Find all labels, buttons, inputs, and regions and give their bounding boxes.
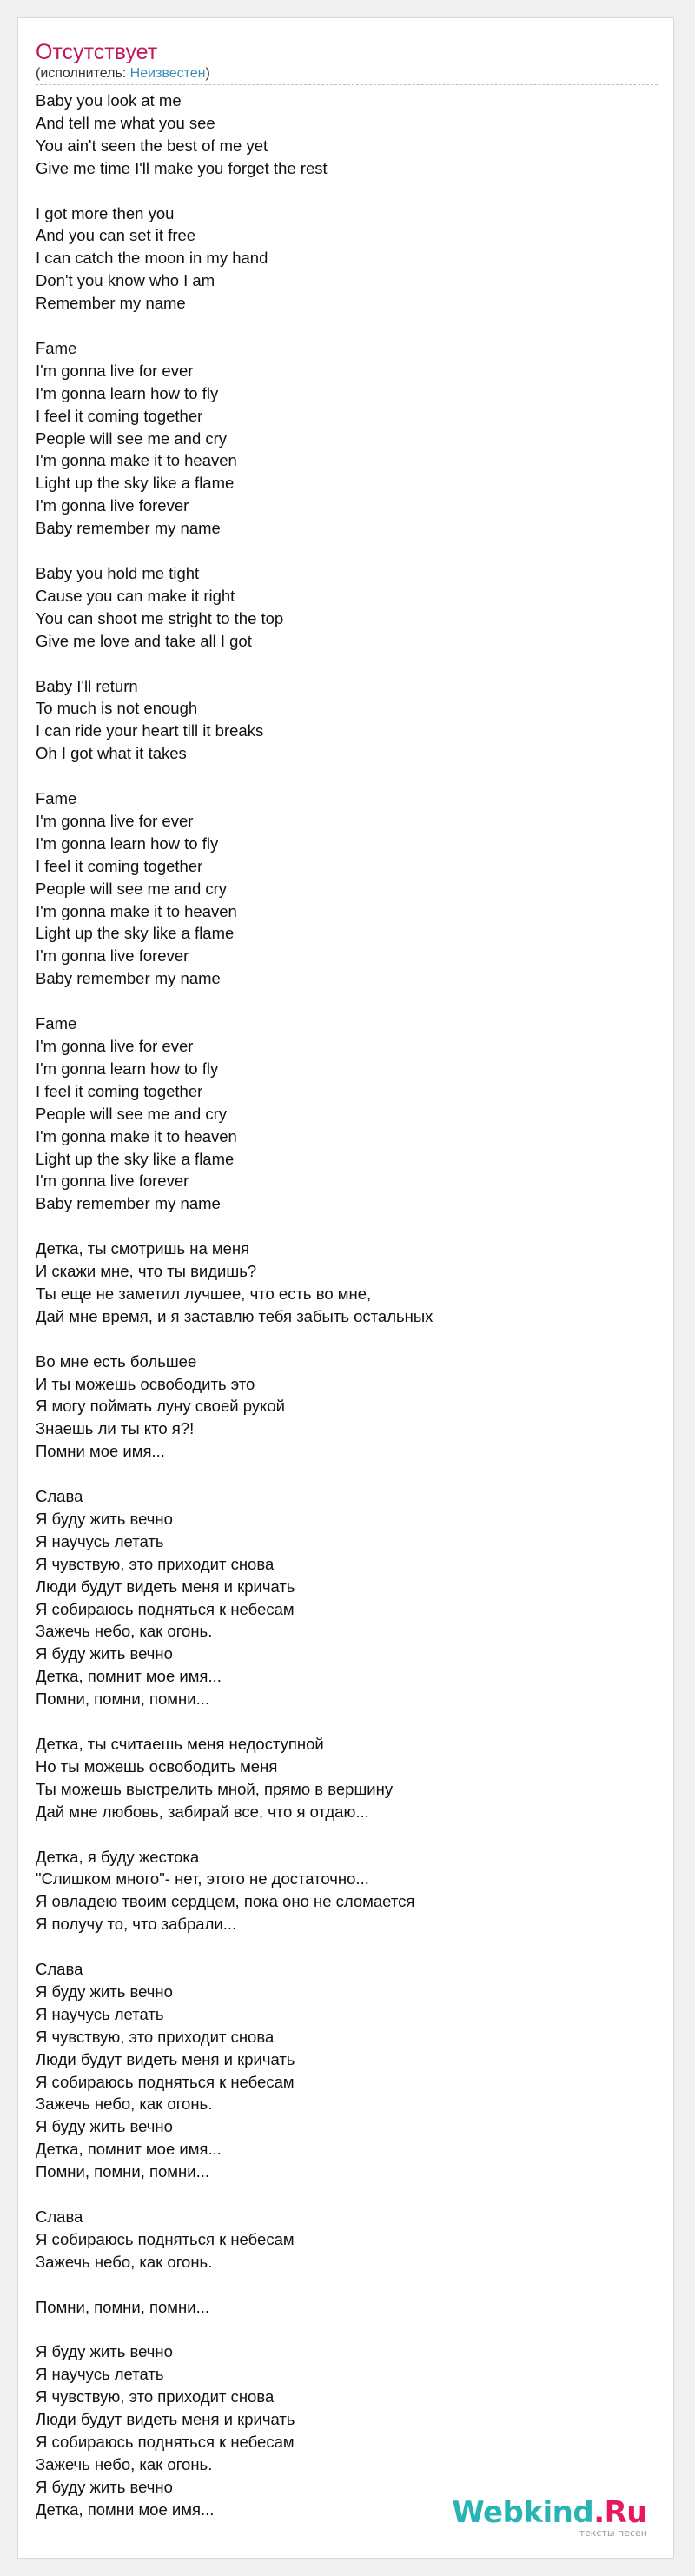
lyric-line: I'm gonna learn how to fly	[36, 383, 219, 402]
lyric-blank-line	[36, 1823, 658, 1846]
lyric-line: И ты можешь освободить это	[36, 1374, 255, 1393]
lyric-line: I can catch the moon in my hand	[36, 249, 268, 268]
lyric-line: Зажечь небо, как огонь.	[36, 2454, 213, 2473]
lyric-line: Baby remember my name	[36, 519, 221, 538]
lyric-line: Я чувствую, это приходит снова	[36, 1554, 275, 1573]
lyric-line: Помни, помни, помни...	[36, 2162, 209, 2181]
lyric-line: Слава	[36, 1487, 83, 1506]
lyric-line: Fame	[36, 789, 77, 808]
lyric-line: Я чувствую, это приходит снова	[36, 2387, 275, 2407]
lyric-blank-line	[36, 1463, 658, 1485]
lyric-line: Baby I'll return	[36, 676, 138, 695]
lyric-line: "Слишком много"- нет, этого не достаточно...	[36, 1869, 369, 1889]
lyric-line: And tell me what you see	[36, 113, 215, 132]
lyric-line: I feel it coming together	[36, 406, 203, 425]
lyric-line: Я буду жить вечно	[36, 1509, 173, 1528]
lyric-blank-line	[36, 540, 658, 562]
lyric-line: Знаешь ли ты кто я?!	[36, 1419, 195, 1438]
lyric-blank-line	[36, 315, 658, 337]
lyric-line: Я собираюсь подняться к небесам	[36, 2229, 295, 2248]
lyric-line: Я научусь летать	[36, 2365, 164, 2384]
lyrics-text	[36, 90, 658, 2521]
lyric-line: Во мне есть большее	[36, 1351, 197, 1371]
lyric-line: Oh I got what it takes	[36, 744, 187, 763]
lyric-line: I'm gonna live for ever	[36, 1036, 194, 1055]
lyric-line: People will see me and cry	[36, 1104, 228, 1123]
artist-suffix: )	[205, 66, 210, 81]
lyric-line: I'm gonna live for ever	[36, 361, 194, 380]
song-title: Отсутствует	[36, 40, 158, 64]
lyric-line: Light up the sky like a flame	[36, 1149, 235, 1168]
lyric-line: Ты можешь выстрелить мной, прямо в вершину	[36, 1779, 394, 1798]
lyric-line: I feel it coming together	[36, 1081, 203, 1100]
logo-wordmark	[452, 2497, 647, 2528]
lyric-line: Я буду жить вечно	[36, 2117, 173, 2136]
lyric-line: Cause you can make it right	[36, 586, 235, 605]
lyric-line: Я буду жить вечно	[36, 1982, 173, 2001]
lyric-line: Я овладею твоим сердцем, пока оно не сломается	[36, 1892, 415, 1911]
lyric-line: Слава	[36, 2207, 83, 2226]
lyric-line: Помни, помни, помни...	[36, 1690, 209, 1709]
lyric-line: Remember my name	[36, 294, 186, 313]
lyric-blank-line	[36, 653, 658, 675]
lyric-line: Я буду жить вечно	[36, 2477, 173, 2496]
lyric-line: Fame	[36, 1014, 77, 1033]
lyric-blank-line	[36, 1215, 658, 1238]
lyric-line: Я буду жить вечно	[36, 2342, 173, 2361]
lyric-line: Детка, ты считаешь меня недоступной	[36, 1735, 324, 1753]
lyric-line: People will see me and cry	[36, 428, 228, 448]
lyric-line: Я научусь летать	[36, 1531, 164, 1550]
lyric-blank-line	[36, 1935, 658, 1958]
lyric-line: I'm gonna make it to heaven	[36, 1126, 237, 1145]
lyric-line: Я собираюсь подняться к небесам	[36, 2433, 295, 2452]
logo-tld: .Ru	[593, 2495, 647, 2530]
lyric-line: Я буду жить вечно	[36, 1644, 173, 1663]
lyric-line: Зажечь небо, как огонь.	[36, 2252, 213, 2271]
lyric-line: Детка, помни мое имя...	[36, 2500, 215, 2519]
lyric-line: Детка, помнит мое имя...	[36, 1667, 222, 1686]
lyric-blank-line	[36, 2183, 658, 2206]
lyric-blank-line	[36, 765, 658, 787]
lyric-blank-line	[36, 990, 658, 1012]
lyric-blank-line	[36, 2274, 658, 2296]
lyric-line: I'm gonna live forever	[36, 496, 189, 515]
lyric-line: Я научусь летать	[36, 2004, 164, 2023]
lyric-line: Зажечь небо, как огонь.	[36, 1622, 213, 1641]
lyric-line: I got more then you	[36, 203, 175, 222]
lyric-line: Don't you know who I am	[36, 271, 215, 290]
lyric-line: Я чувствую, это приходит снова	[36, 2027, 275, 2046]
lyric-line: Я собираюсь подняться к небесам	[36, 1599, 295, 1618]
lyric-line: Я могу поймать луну своей рукой	[36, 1397, 285, 1416]
lyric-line: To much is not enough	[36, 699, 198, 718]
lyric-line: Зажечь небо, как огонь.	[36, 2095, 213, 2114]
lyric-line: Детка, помнит мое имя...	[36, 2140, 222, 2159]
lyric-line: Но ты можешь освободить меня	[36, 1756, 278, 1776]
lyric-line: Baby you look at me	[36, 91, 182, 110]
lyric-line: You can shoot me stright to the top	[36, 608, 284, 627]
lyric-line: Baby remember my name	[36, 1194, 221, 1213]
lyric-line: Дай мне любовь, забирай все, что я отдаю...	[36, 1802, 369, 1821]
lyric-line: Люди будут видеть меня и кричать	[36, 1577, 295, 1596]
lyric-line: Люди будут видеть меня и кричать	[36, 2410, 295, 2429]
lyric-blank-line	[36, 180, 658, 202]
title-divider	[36, 84, 658, 85]
lyric-line: Light up the sky like a flame	[36, 924, 235, 943]
lyrics-card	[17, 17, 674, 2559]
logo-name: Webkind	[452, 2495, 594, 2530]
logo-tagline: тексты песен	[579, 2527, 647, 2539]
lyric-line: Помни, помни, помни...	[36, 2297, 209, 2316]
lyric-line: Дай мне время, и я заставлю тебя забыть остальных	[36, 1306, 434, 1325]
artist-link[interactable]: Неизвестен	[129, 66, 206, 81]
lyric-line: Детка, ты смотришь на меня	[36, 1239, 250, 1258]
lyric-line: I'm gonna live for ever	[36, 811, 194, 830]
lyric-line: I'm gonna make it to heaven	[36, 451, 237, 470]
lyric-blank-line	[36, 1328, 658, 1351]
lyric-blank-line	[36, 1710, 658, 1733]
lyric-line: Слава	[36, 1960, 83, 1979]
lyric-line: Ты еще не заметил лучшее, что есть во мне,	[36, 1284, 372, 1303]
lyric-line: I'm gonna learn how to fly	[36, 1059, 219, 1078]
lyric-line: People will see me and cry	[36, 879, 228, 898]
lyric-line: Give me love and take all I got	[36, 631, 252, 650]
lyric-line: Light up the sky like a flame	[36, 474, 235, 493]
lyric-line: Детка, я буду жестока	[36, 1847, 200, 1866]
lyric-line: Я получу то, что забрали...	[36, 1915, 237, 1934]
lyric-line: I feel it coming together	[36, 856, 203, 875]
lyric-line: Fame	[36, 338, 77, 357]
lyric-line: Give me time I'll make you forget the rest	[36, 158, 328, 177]
lyric-line: I can ride your heart till it breaks	[36, 721, 264, 740]
lyric-line: Baby you hold me tight	[36, 563, 200, 582]
lyric-line: I'm gonna live forever	[36, 946, 189, 966]
lyric-line: You ain't seen the best of me yet	[36, 136, 268, 155]
artist-prefix: (исполнитель:	[36, 66, 130, 81]
lyric-line: I'm gonna make it to heaven	[36, 901, 237, 920]
lyric-line: И скажи мне, что ты видишь?	[36, 1262, 257, 1281]
artist-line	[36, 65, 210, 83]
lyric-line: Помни мое имя...	[36, 1442, 165, 1461]
lyric-line: Я собираюсь подняться к небесам	[36, 2072, 295, 2091]
lyric-line: I'm gonna live forever	[36, 1172, 189, 1191]
lyric-blank-line	[36, 2319, 658, 2341]
lyric-line: Люди будут видеть меня и кричать	[36, 2049, 295, 2068]
lyric-line: Baby remember my name	[36, 969, 221, 988]
lyric-line: And you can set it free	[36, 226, 196, 245]
lyric-line: I'm gonna learn how to fly	[36, 833, 219, 853]
webkind-logo[interactable]	[452, 2497, 647, 2539]
